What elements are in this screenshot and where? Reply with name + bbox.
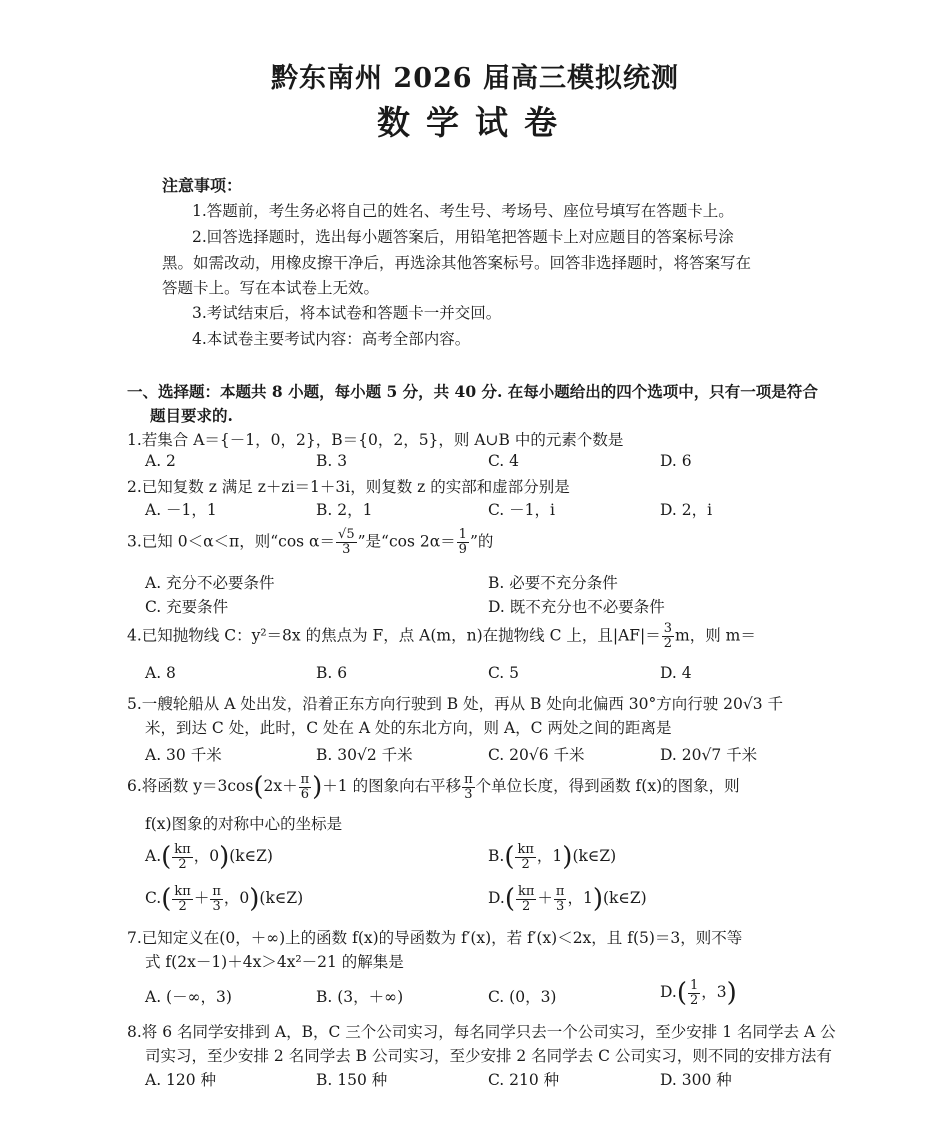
question-2-stem: 2.已知复数 z 满足 z＋zi＝1＋3i，则复数 z 的实部和虚部分别是 (127, 478, 570, 496)
q6-option-d: D.( $\frac{k\pi}{2}$ ＋ $\frac{\pi}{3}$ ，1)(k∈Z) (488, 883, 647, 914)
notice-item: 黑。如需改动，用橡皮擦干净后，再选涂其他答案标号。回答非选择题时，将答案写在 (162, 254, 752, 272)
q6-option-c: C.( $\frac{k\pi}{2}$ ＋ $\frac{\pi}{3}$ ，0)(k∈Z) (145, 883, 304, 914)
frac-num: π (300, 771, 310, 787)
q5-option-a: A. 30 千米 (145, 746, 222, 764)
q6-fraction-2 (462, 773, 475, 802)
frac-num: 1 (458, 527, 467, 542)
question-7-stem: 7.已知定义在(0，＋∞)上的函数 f(x)的导函数为 f′(x)，若 f′(x)＜2x，且 f(5)＝3，则不等 (127, 929, 743, 947)
q3-stem-a: 3.已知 0＜α＜π，则“cos α＝ (127, 532, 336, 551)
frac-num: kπ (517, 841, 534, 857)
q1-option-a: A. 2 (145, 452, 176, 470)
question-3-stem (127, 528, 493, 557)
option-label: A. (145, 847, 162, 865)
notice-title: 注意事项： (162, 176, 243, 195)
frac-den: 2 (663, 636, 673, 651)
notice-item: 1.答题前，考生务必将自己的姓名、考生号、考场号、座位号填写在答题卡上。 (192, 202, 734, 220)
q1-option-b: B. 3 (316, 452, 348, 470)
q2-option-a: A. －1，1 (145, 501, 217, 519)
kpi-fraction (172, 843, 192, 872)
option-k: (k∈Z) (229, 847, 273, 865)
kpi-fraction (172, 885, 192, 914)
q4-fraction (662, 622, 674, 651)
q6-inner: 2x＋ (263, 777, 298, 795)
option-k: (k∈Z) (572, 847, 617, 865)
frac-num: π (212, 883, 221, 899)
q3-stem-c: ”的 (469, 532, 494, 551)
frac-num: π (464, 771, 473, 787)
frac-num: √5 (338, 527, 355, 542)
q1-option-d: D. 6 (660, 452, 692, 470)
frac-den: 2 (178, 898, 187, 914)
section-heading: 一、选择题：本题共 8 小题，每小题 5 分，共 40 分. 在每小题给出的四个选项中，只有一项是符合 (127, 382, 818, 401)
pi3-fraction (554, 885, 567, 914)
q4-option-c: C. 5 (488, 664, 520, 682)
half-fraction (688, 979, 700, 1008)
option-tail: ，0 (193, 847, 220, 865)
option-label: B. (488, 847, 505, 865)
notice-item: 答题卡上。写在本试卷上无效。 (162, 279, 380, 297)
q6-stem-a: 6.将函数 y＝3cos (127, 777, 254, 795)
q4-stem-b: m，则 m＝ (675, 626, 756, 645)
question-7-stem-cont: 式 f(2x－1)＋4x＞4x²－21 的解集是 (145, 953, 404, 971)
frac-den: 3 (556, 898, 565, 914)
frac-den: 3 (212, 898, 221, 914)
q7-option-d: D.( $\frac{1}{2}$ ，3) (660, 977, 737, 1008)
plus-sign: ＋ (537, 889, 553, 907)
q5-option-d: D. 20√7 千米 (660, 746, 758, 764)
q4-stem-a: 4.已知抛物线 C：y²＝8x 的焦点为 F，点 A(m，n)在抛物线 C 上，且|AF|＝ (127, 626, 661, 645)
option-label: C. (145, 889, 162, 907)
q5-option-c: C. 20√6 千米 (488, 746, 585, 764)
frac-num: 1 (689, 977, 699, 993)
question-5-stem-cont: 米，到达 C 处，此时，C 处在 A 处的东北方向，则 A，C 两处之间的距离是 (145, 719, 672, 737)
q1-option-c: C. 4 (488, 452, 520, 470)
q7-option-a: A. (－∞，3) (145, 988, 232, 1006)
frac-den: 6 (300, 786, 309, 802)
option-tail: ，1 (536, 847, 563, 865)
q7-option-b: B. (3，＋∞) (316, 988, 404, 1006)
q2-option-d: D. 2，i (660, 501, 713, 519)
q3-option-a: A. 充分不必要条件 (145, 574, 275, 592)
q8-option-d: D. 300 种 (660, 1071, 732, 1089)
q7-option-c: C. (0，3) (488, 988, 557, 1006)
option-tail: ，1 (567, 889, 593, 907)
q8-option-b: B. 150 种 (316, 1071, 388, 1089)
frac-num: kπ (174, 841, 191, 857)
question-6-stem: 6.将函数 y＝3cos(2x＋ $\frac{\pi}{6}$ )＋1 的图象向右平移 $\frac{\pi}{3}$ 个单位长度，得到函数 f(x)的图象，则 (127, 771, 740, 802)
question-1-stem: 1.若集合 A＝{－1，0，2}，B＝{0，2，5}，则 A∪B 中的元素个数是 (127, 431, 624, 449)
q2-option-b: B. 2，1 (316, 501, 373, 519)
q6-option-a: A.( $\frac{k\pi}{2}$ ，0)(k∈Z) (145, 841, 273, 872)
question-8-stem: 8.将 6 名同学安排到 A，B，C 三个公司实习，每名同学只去一个公司实习，至少安排 1 名同学去 A 公 (127, 1023, 836, 1041)
q3-option-d: D. 既不充分也不必要条件 (488, 598, 665, 616)
frac-den: 9 (458, 542, 467, 557)
frac-den: 2 (689, 992, 699, 1008)
q3-option-c: C. 充要条件 (145, 598, 229, 616)
q5-option-b: B. 30√2 千米 (316, 746, 413, 764)
pi3-fraction (210, 885, 223, 914)
question-4-stem (127, 622, 756, 651)
frac-den: 3 (464, 786, 473, 802)
question-6-stem-cont: f(x)图象的对称中心的坐标是 (145, 815, 343, 833)
kpi-fraction (516, 885, 536, 914)
question-8-stem-cont: 司实习，至少安排 2 名同学去 B 公司实习，至少安排 2 名同学去 C 公司实习，则不同的安排方法有 (145, 1047, 832, 1065)
kpi-fraction (515, 843, 535, 872)
exam-subject: 数学试卷 (377, 103, 573, 142)
exam-title: 黔东南州 2026 届高三模拟统测 (271, 63, 679, 94)
plus-sign: ＋ (193, 889, 210, 907)
q8-option-c: C. 210 种 (488, 1071, 560, 1089)
notice-item: 2.回答选择题时，选出每小题答案后，用铅笔把答题卡上对应题目的答案标号涂 (192, 228, 734, 246)
q3-fraction-2 (457, 528, 469, 557)
option-tail: ，0 (223, 889, 250, 907)
option-k: (k∈Z) (602, 889, 647, 907)
q6-option-b: B.( $\frac{k\pi}{2}$ ，1)(k∈Z) (488, 841, 617, 872)
question-5-stem: 5.一艘轮船从 A 处出发，沿着正东方向行驶到 B 处，再从 B 处向北偏西 30°方向行驶 20√3 千 (127, 695, 784, 713)
notice-item: 4.本试卷主要考试内容：高考全部内容。 (192, 330, 471, 348)
notice-item: 3.考试结束后，将本试卷和答题卡一并交回。 (192, 304, 502, 322)
q3-fraction-1 (336, 528, 357, 557)
option-label: D. (660, 983, 677, 1001)
q2-option-c: C. －1，i (488, 501, 555, 519)
frac-num: π (555, 883, 565, 899)
frac-den: 2 (522, 898, 531, 914)
q6-stem-c: 个单位长度，得到函数 f(x)的图象，则 (475, 777, 740, 795)
q4-option-b: B. 6 (316, 664, 348, 682)
q3-option-b: B. 必要不充分条件 (488, 574, 618, 592)
option-label: D. (488, 889, 505, 907)
q4-option-d: D. 4 (660, 664, 692, 682)
frac-num: kπ (517, 883, 535, 899)
frac-den: 2 (521, 856, 530, 872)
q6-stem-b: ＋1 的图象向右平移 (322, 777, 462, 795)
q8-option-a: A. 120 种 (145, 1071, 217, 1089)
frac-den: 2 (178, 856, 187, 872)
frac-num: 3 (663, 621, 673, 636)
option-tail: ，3 (701, 983, 727, 1001)
q4-option-a: A. 8 (145, 664, 176, 682)
frac-num: kπ (174, 883, 191, 899)
option-k: (k∈Z) (259, 889, 304, 907)
q6-fraction-1 (299, 773, 312, 802)
section-heading-cont: 题目要求的. (150, 406, 233, 425)
q3-stem-b: ”是“cos 2α＝ (357, 532, 456, 551)
frac-den: 3 (342, 542, 351, 557)
